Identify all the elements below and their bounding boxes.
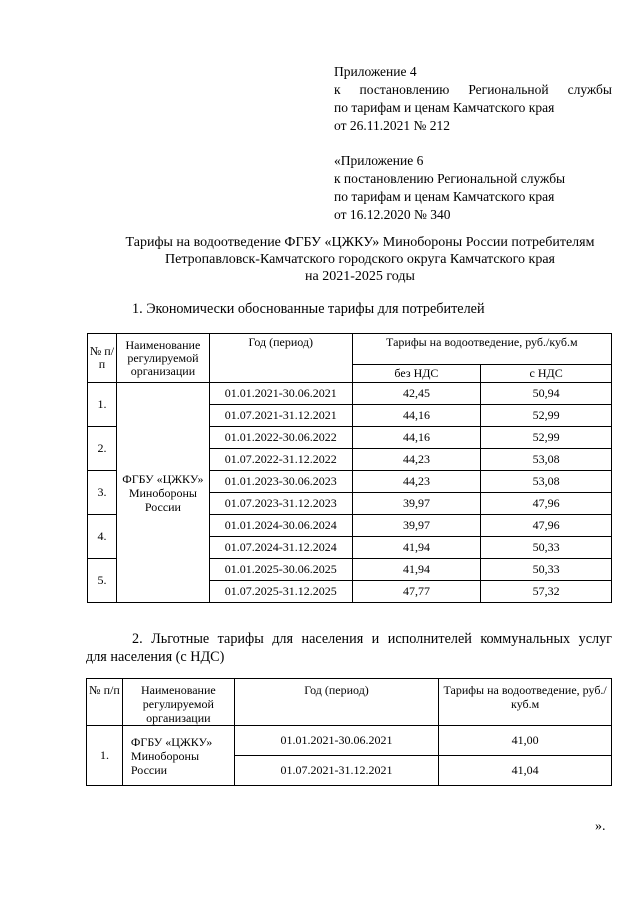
period-cell: 01.01.2024-30.06.2024 [209, 515, 352, 537]
tariff-with-vat-cell: 52,99 [481, 427, 612, 449]
appendix-line: Приложение 4 [334, 64, 417, 79]
period-cell: 01.01.2021-30.06.2021 [234, 726, 439, 756]
document-title [60, 234, 640, 285]
tariff-no-vat-cell: 47,77 [352, 581, 481, 603]
header-period: Год (период) [209, 334, 352, 383]
tariff-no-vat-cell: 44,16 [352, 405, 481, 427]
tariff-no-vat-cell: 41,94 [352, 537, 481, 559]
period-cell: 01.07.2022-31.12.2022 [209, 449, 352, 471]
row-number: 1. [87, 726, 123, 786]
row-number: 1. [88, 383, 117, 427]
section-2-heading [86, 630, 612, 666]
appendix-line: по тарифам и ценам Камчатского края [334, 189, 555, 204]
tariff-no-vat-cell: 44,23 [352, 449, 481, 471]
appendix-line: от 26.11.2021 № 212 [334, 118, 450, 133]
header-tariffs: Тарифы на водоотведение, руб./куб.м [439, 679, 612, 726]
tariff-cell: 41,04 [439, 756, 612, 786]
tariff-no-vat-cell: 44,16 [352, 427, 481, 449]
row-number: 5. [88, 559, 117, 603]
preferential-tariffs-table [86, 678, 612, 786]
row-number: 4. [88, 515, 117, 559]
org-name-cell: ФГБУ «ЦЖКУ» Минобороны России [116, 383, 209, 603]
tariff-cell: 41,00 [439, 726, 612, 756]
economic-tariffs-table [87, 333, 612, 603]
header-org: Наименование регулируемой организации [122, 679, 234, 726]
closing-quote: ». [595, 819, 606, 834]
row-number: 2. [88, 427, 117, 471]
period-cell: 01.07.2025-31.12.2025 [209, 581, 352, 603]
tariff-no-vat-cell: 41,94 [352, 559, 481, 581]
period-cell: 01.01.2025-30.06.2025 [209, 559, 352, 581]
tariff-with-vat-cell: 52,99 [481, 405, 612, 427]
appendix-line: к постановлению Региональной службы [334, 82, 612, 97]
section-2-heading-line: 2. Льготные тарифы для населения и исполнителей коммунальных услуг [132, 631, 612, 647]
period-cell: 01.01.2023-30.06.2023 [209, 471, 352, 493]
header-num: № п/п [87, 679, 123, 726]
appendix-line: к постановлению Региональной службы [334, 171, 566, 186]
header-tariffs: Тарифы на водоотведение, руб./куб.м [352, 334, 611, 365]
tariff-with-vat-cell: 50,33 [481, 537, 612, 559]
tariff-no-vat-cell: 39,97 [352, 493, 481, 515]
period-cell: 01.01.2022-30.06.2022 [209, 427, 352, 449]
header-period: Год (период) [234, 679, 439, 726]
header-with-vat: с НДС [481, 365, 612, 383]
tariff-with-vat-cell: 50,94 [481, 383, 612, 405]
tariff-with-vat-cell: 57,32 [481, 581, 612, 603]
header-no-vat: без НДС [352, 365, 481, 383]
tariff-with-vat-cell: 47,96 [481, 515, 612, 537]
header-num: № п/п [88, 334, 117, 383]
tariff-no-vat-cell: 42,45 [352, 383, 481, 405]
tariff-no-vat-cell: 39,97 [352, 515, 481, 537]
appendix-header [334, 63, 612, 135]
title-line: Тарифы на водоотведение ФГБУ «ЦЖКУ» Минобороны России потребителям [125, 235, 595, 250]
period-cell: 01.07.2023-31.12.2023 [209, 493, 352, 515]
tariff-with-vat-cell: 50,33 [481, 559, 612, 581]
tariff-with-vat-cell: 53,08 [481, 449, 612, 471]
period-cell: 01.07.2021-31.12.2021 [209, 405, 352, 427]
appendix-quoted-header [334, 152, 565, 224]
tariff-with-vat-cell: 53,08 [481, 471, 612, 493]
appendix-line: «Приложение 6 [334, 153, 424, 168]
title-line: Петропавловск-Камчатского городского округа Камчатского края [165, 252, 555, 267]
org-name-cell: ФГБУ «ЦЖКУ» Минобороны России [122, 726, 234, 786]
section-1-heading: 1. Экономически обоснованные тарифы для потребителей [132, 301, 485, 317]
tariff-with-vat-cell: 47,96 [481, 493, 612, 515]
appendix-line: от 16.12.2020 № 340 [334, 207, 451, 222]
period-cell: 01.07.2021-31.12.2021 [234, 756, 439, 786]
period-cell: 01.01.2021-30.06.2021 [209, 383, 352, 405]
header-org: Наименование регулируемой организации [116, 334, 209, 383]
appendix-line: по тарифам и ценам Камчатского края [334, 100, 555, 115]
tariff-no-vat-cell: 44,23 [352, 471, 481, 493]
title-line: на 2021-2025 годы [305, 269, 415, 284]
section-2-heading-line: для населения (с НДС) [86, 649, 225, 665]
row-number: 3. [88, 471, 117, 515]
period-cell: 01.07.2024-31.12.2024 [209, 537, 352, 559]
table-row [88, 383, 612, 405]
